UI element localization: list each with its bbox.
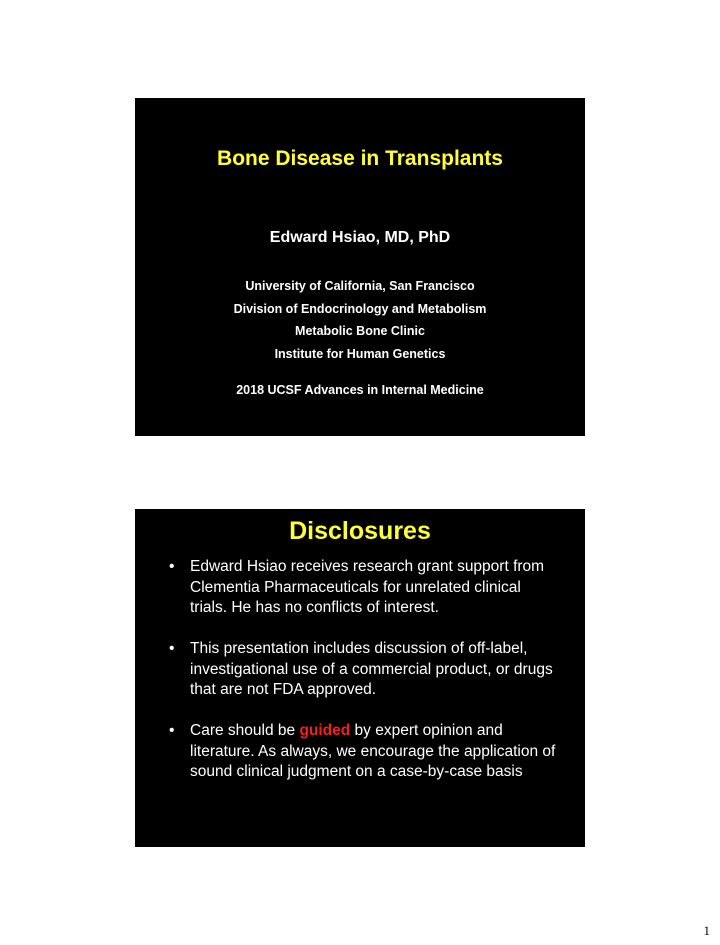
bullet-icon: • [169,558,175,575]
affiliation-line: Division of Endocrinology and Metabolism [233,301,487,316]
event-name: 2018 UCSF Advances in Internal Medicine [236,383,484,397]
slide-title: Disclosures [289,517,431,545]
text-before: Care should be [190,722,300,739]
author-name: Edward Hsiao, MD, PhD [269,229,451,246]
affiliation-line: University of California, San Francisco [245,279,475,293]
presentation-title: Bone Disease in Transplants [217,147,503,170]
text-after: by expert opinion and literature. As always, we encourage the application of sound clinical judgment on a case-by-case basis [190,722,556,780]
affiliation-line: Institute for Human Genetics [274,346,446,361]
list-item [169,639,557,701]
bullet-text: This presentation includes discussion of off-label, investigational use of a commercial product, or drugs that are not FDA approved. [190,640,553,698]
highlighted-word: guided [299,722,351,739]
bullet-text [190,722,555,780]
page-number: 1 [703,923,710,938]
disclosure-list [169,557,557,803]
affiliation-line: Metabolic Bone Clinic [295,324,425,338]
bullet-icon: • [169,722,175,739]
list-item [169,557,557,619]
list-item [169,721,557,783]
bullet-icon: • [169,640,175,657]
title-slide [135,98,585,436]
disclosures-slide [135,509,585,847]
bullet-text: Edward Hsiao receives research grant support from Clementia Pharmaceuticals for unrelated clinical trials. He has no conflicts of interest. [190,558,545,616]
affiliations [135,275,585,365]
